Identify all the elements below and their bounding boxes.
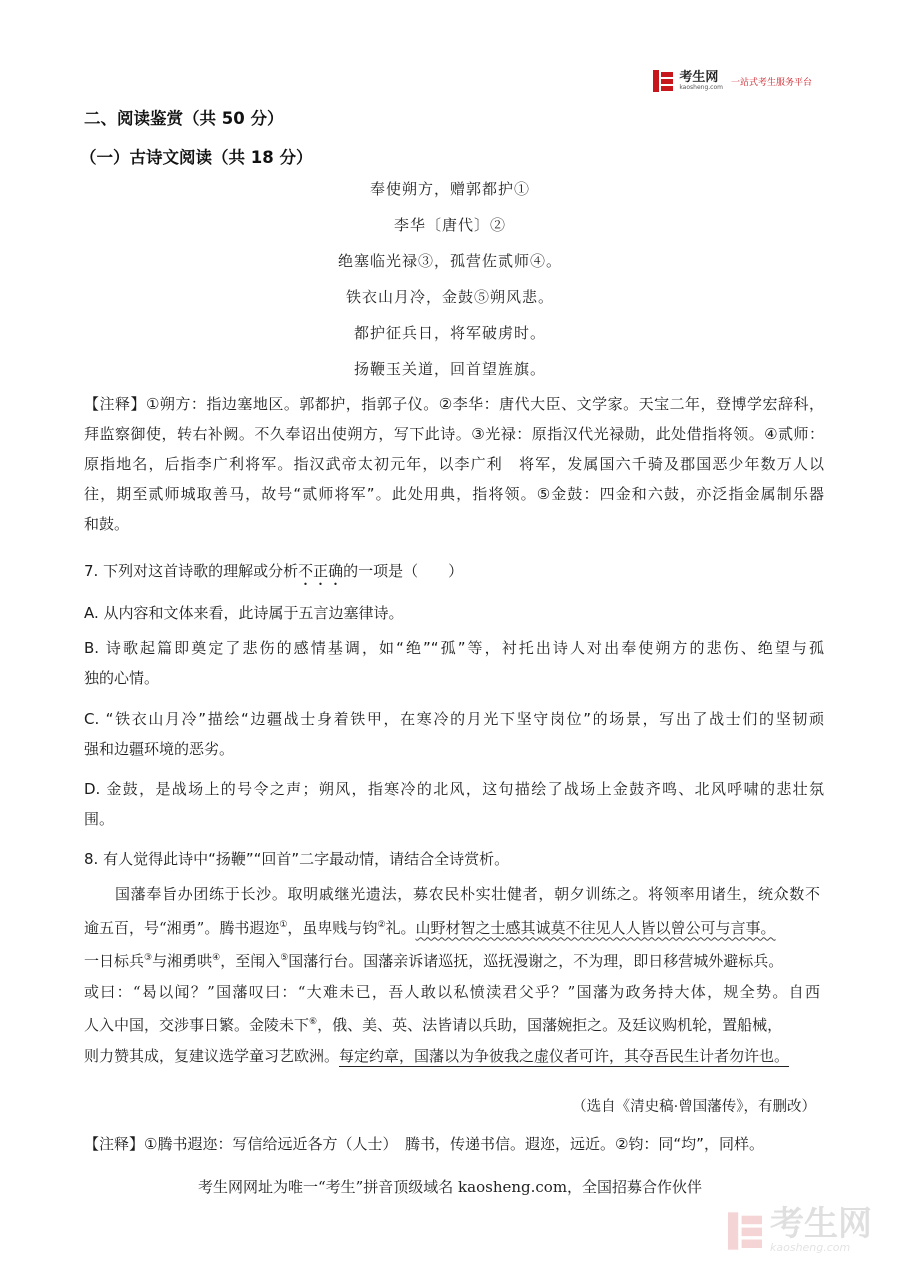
note-line: 拜监察御使，转右补阙。不久奉诏出使朔方，写下此诗。③光禄：原指汉代光禄勋，此处借指将领。④贰师： [84, 425, 824, 443]
kaosheng-logo-icon [653, 70, 673, 92]
option-b-text: 独的心情。 [84, 669, 160, 687]
poem-line: 扬鞭玉关道，回首望旌旗。 [353, 360, 546, 378]
emphasis-not-correct: 不正确 [298, 562, 344, 580]
option-d-text: D. 金鼓，是战场上的号令之声；朔风，指寒冷的北风，这句描绘了战场上金鼓齐鸣、北风呼啸的悲壮氛 [84, 780, 824, 798]
passage-line: 一日标兵③与湘勇哄④，至闱入⑤国藩行台。国藩亲诉诸巡抚，巡抚漫谢之，不为理，即日移营城外避标兵。 [84, 952, 784, 970]
question-7 [84, 556, 824, 589]
wavy-underlined-sentence: 山野材智之士感其诚莫不往见人人皆以曾公可与言事。 [415, 918, 776, 937]
option-c-text: C. “铁衣山月冷”描绘“边疆战士身着铁甲，在寒冷的月光下坚守岗位”的场景，写出了战士们的坚韧顽 [84, 710, 824, 728]
passage-source: （选自《清史稿·曾国藩传》，有删改） [572, 1099, 816, 1115]
option-c[interactable] [84, 704, 824, 764]
classical-passage [84, 879, 820, 1071]
option-d-text: 围。 [84, 810, 115, 828]
classical-note-line: 【注释】①腾书遐迩：写信给远近各方（人士） 腾书，传递书信。遐迩，远近。②钧：同“均”，同样。 [84, 1135, 764, 1153]
watermark-brand-name: 考生网 [770, 1204, 872, 1244]
header-slogan: 一站式考生服务平台 [730, 77, 812, 88]
passage-line: 人入中国，交涉事日繁。金陵未下⑥，俄、美、英、法皆请以兵助，国藩婉拒之。及廷议购机轮，置船械， [84, 1016, 783, 1034]
question-8-stem: 8. 有人觉得此诗中“扬鞭”“回首”二字最动情，请结合全诗赏析。 [84, 850, 510, 868]
page-footer: 考生网网址为唯一“考生”拼音顶级域名 kaosheng.com，全国招募合作伙伴 [197, 1178, 703, 1196]
passage-line: 逾五百，号“湘勇”。腾书遐迩①，虽卑贱与钧②礼。山野材智之士感其诚莫不往见人人皆以曾公可与言事。 [84, 918, 776, 937]
note-line: 【注释】①朔方：指边塞地区。郭都护，指郭子仪。②李华：唐代大臣、文学家。天宝二年，登博学宏辞科， [84, 395, 824, 413]
note-line: 原指地名，后指李广利将军。指汉武帝太初元年，以李广利 将军，发属国六千骑及郡国恶少年数万人以 [84, 455, 824, 473]
watermark [728, 1204, 872, 1254]
section-title: 二、阅读鉴赏（共 50 分） [84, 109, 284, 128]
option-a[interactable] [84, 598, 824, 628]
question-8 [84, 844, 824, 874]
option-c-text: 强和边疆环境的恶劣。 [84, 740, 235, 758]
poem-author: 李华〔唐代〕② [393, 216, 506, 234]
watermark-logo-icon [728, 1212, 762, 1250]
classical-notes [84, 1129, 824, 1159]
note-line: 和鼓。 [84, 515, 130, 533]
note-line: 往，期至贰师城取善马，故号“贰师将军”。此处用典，指将领。⑤金鼓：四金和六鼓，亦泛指金属制乐器 [84, 485, 824, 503]
poem-title: 奉使朔方，赠郭都护① [369, 180, 530, 198]
passage-line: 国藩奉旨办团练于长沙。取明戚继光遗法，募农民朴实壮健者，朝夕训练之。将领率用诸生，统众数不 [115, 885, 820, 903]
poem-line: 都护征兵日，将军破虏时。 [353, 324, 546, 342]
header-logo[interactable] [653, 70, 812, 92]
poem-notes [84, 389, 824, 539]
option-d[interactable] [84, 774, 824, 834]
question-7-stem: 7. 下列对这首诗歌的理解或分析不正确的一项是（ ） [84, 562, 464, 580]
option-a-text: A. 从内容和文体来看，此诗属于五言边塞律诗。 [84, 604, 404, 622]
passage-line: 或曰：“曷以闻？”国藩叹曰：“大难未已，吾人敢以私愤渎君父乎？”国藩为政务持大体，规全势。自西 [84, 982, 820, 1001]
poem-line: 铁衣山月冷，金鼓⑤朔风悲。 [345, 288, 554, 306]
header-brand-name: 考生网 [679, 70, 719, 85]
header-brand-domain: kaosheng.com [679, 84, 723, 91]
poem-line: 绝塞临光禄③，孤营佐贰师④。 [337, 252, 562, 270]
passage-line: 则力赞其成，复建议选学童习艺欧洲。每定约章，国藩以为争彼我之虚仪者可许，其夺吾民生计者勿许也。 [84, 1046, 790, 1065]
watermark-brand-domain: kaosheng.com [770, 1241, 851, 1254]
option-b[interactable] [84, 633, 824, 693]
option-b-text: B. 诗歌起篇即奠定了悲伤的感情基调，如“绝”“孤”等，衬托出诗人对出奉使朔方的悲伤、绝望与孤 [84, 639, 824, 657]
section-subtitle: （一）古诗文阅读（共 18 分） [80, 148, 313, 167]
underlined-sentence: 每定约章，国藩以为争彼我之虚仪者可许，其夺吾民生计者勿许也。 [339, 1046, 790, 1065]
